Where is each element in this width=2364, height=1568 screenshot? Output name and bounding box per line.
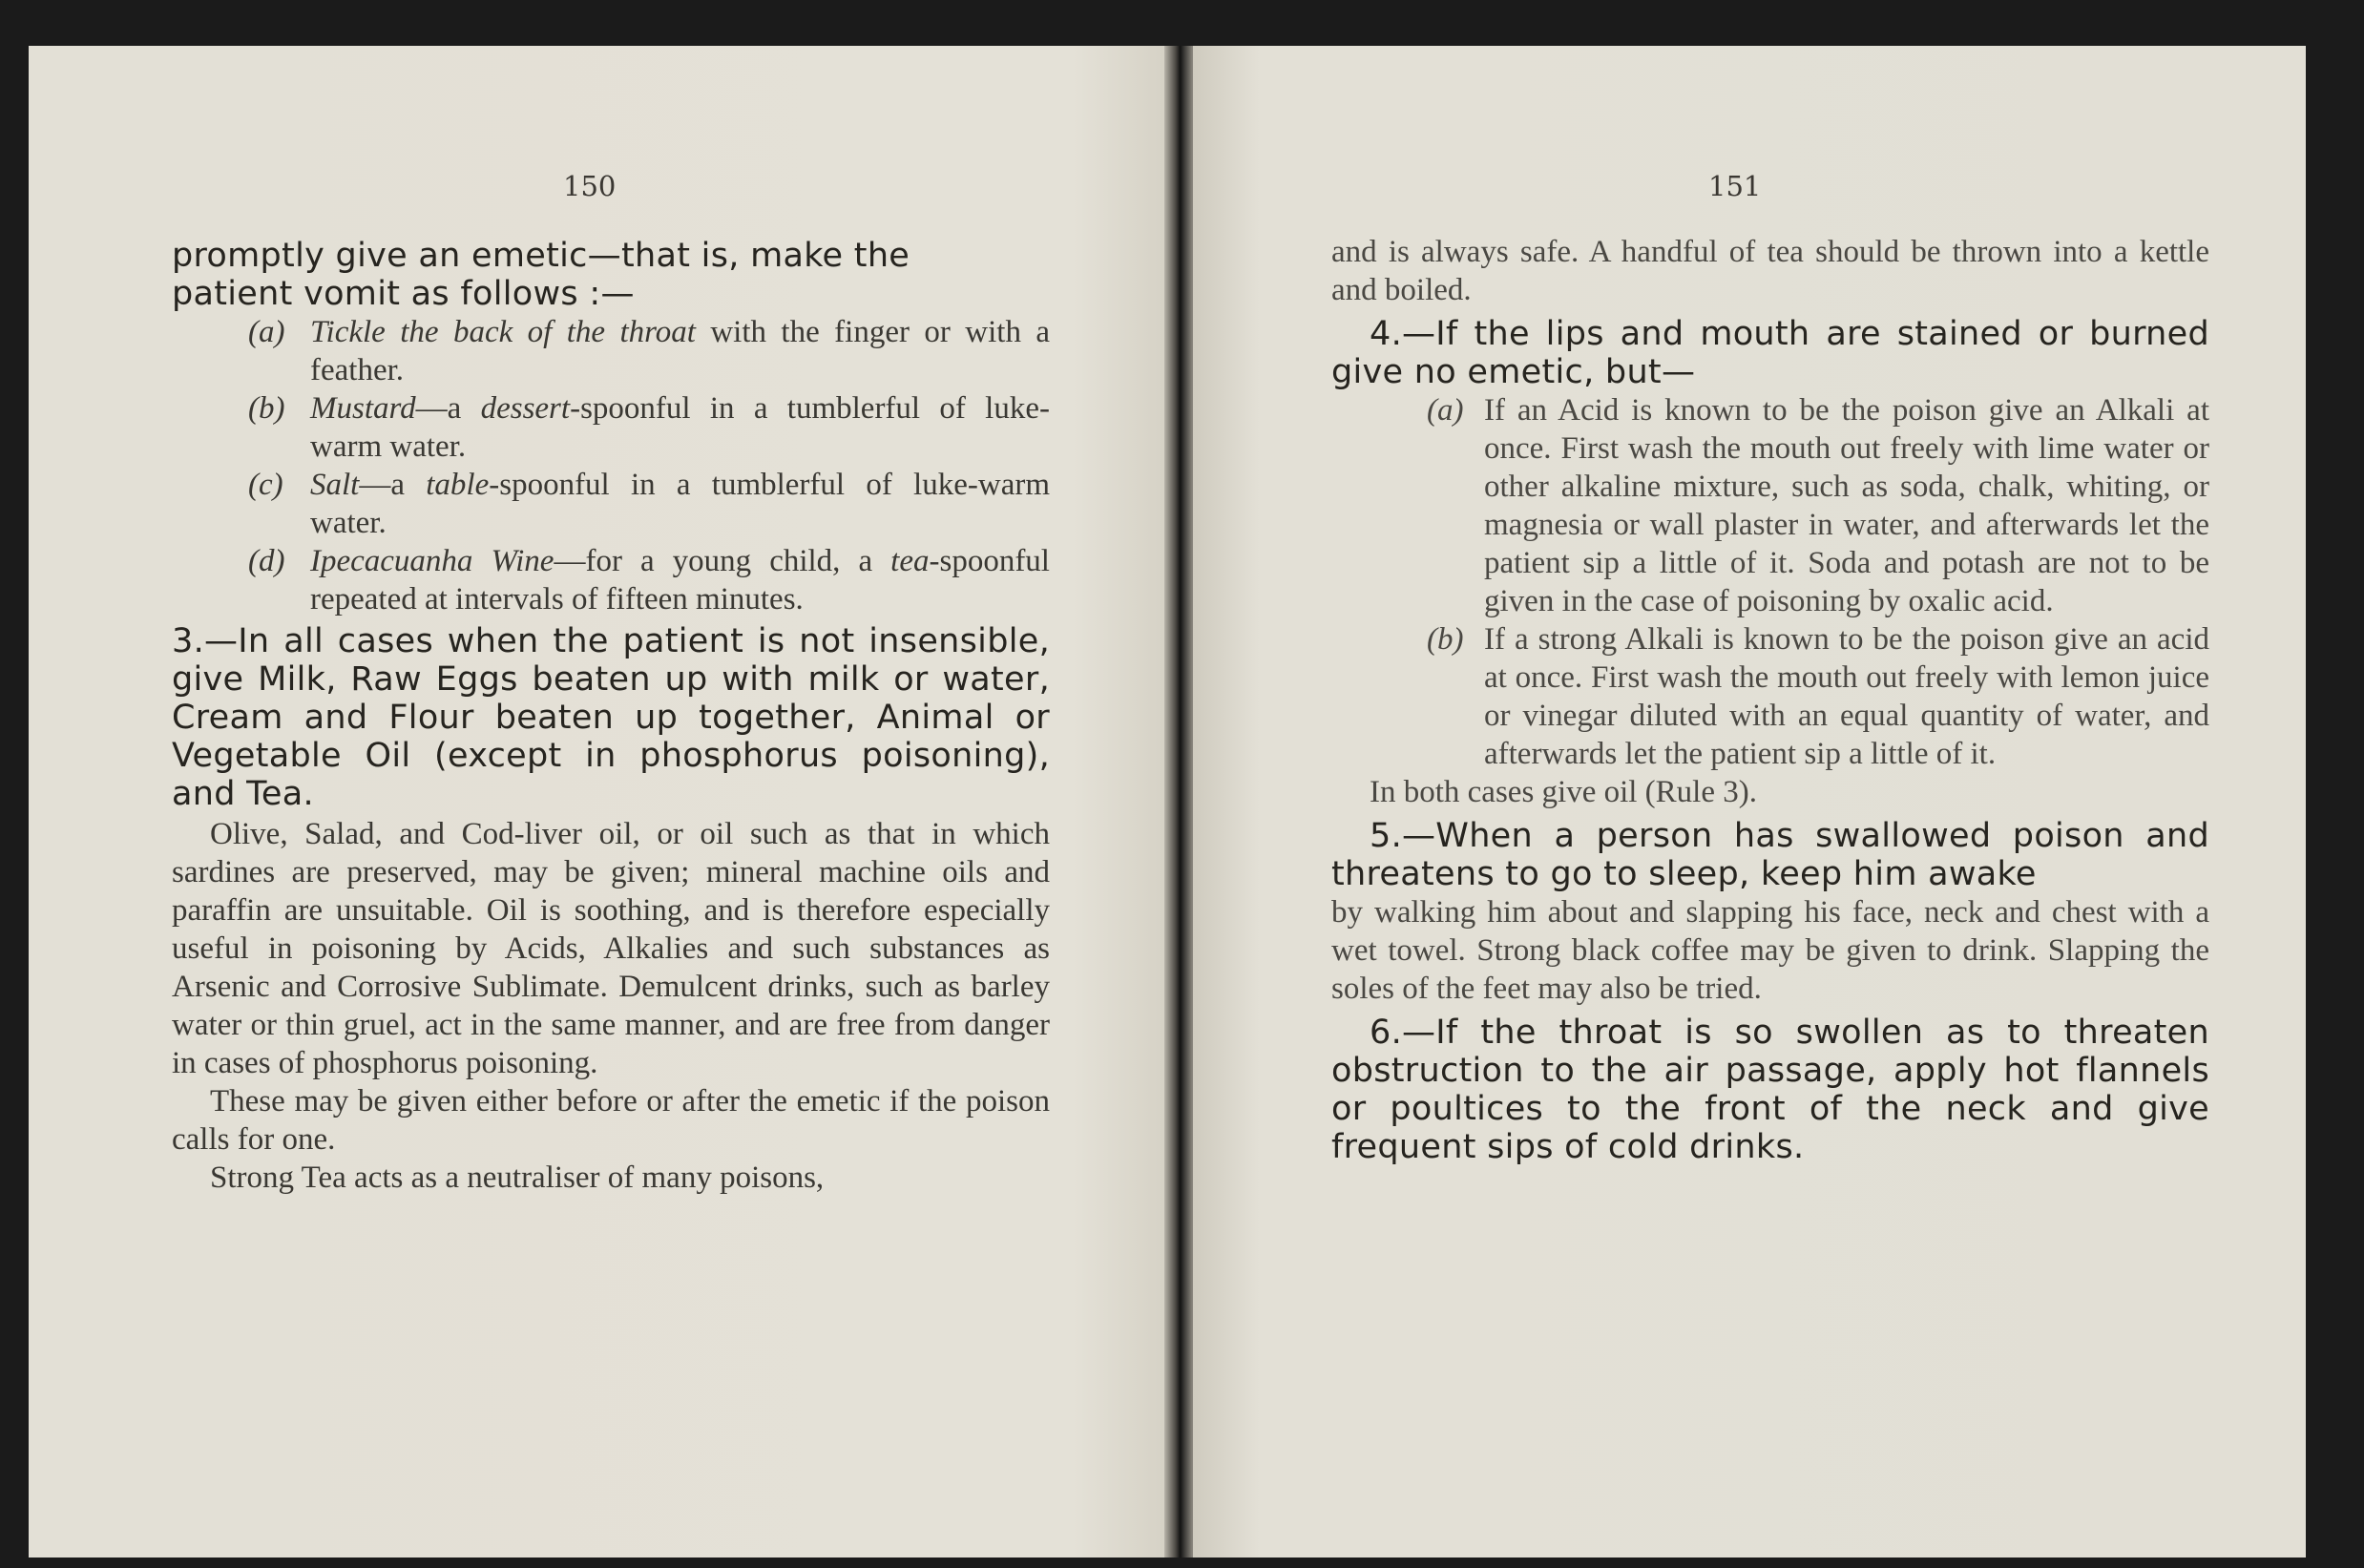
item-mark: (a) (248, 315, 285, 349)
item-mark: (a) (1427, 393, 1464, 428)
rule-4-heading: 4.—If the lips and mouth are stained or burned give no emetic, but— (1331, 315, 2209, 391)
book-spread (29, 46, 2306, 1558)
item-mark: (c) (248, 468, 283, 502)
item-emphasis: Ipecacuanha Wine (310, 544, 554, 578)
rule-6-heading: 6.—If the throat is so swollen as to threaten obstruction to the air passage, apply hot flannels or poultices to the front of the neck and give frequent sips of cold drinks. (1331, 1014, 2209, 1166)
rule-5-heading: 5.—When a person has swallowed poison and threatens to go to sleep, keep him awake (1331, 817, 2209, 893)
item-emphasis: Tickle the back of the throat (310, 315, 696, 349)
item-mark: (b) (1427, 622, 1464, 657)
oil-paragraph: Olive, Salad, and Cod-liver oil, or oil such as that in which sardines are preserved, may be given; mineral machine oils and paraffin are unsuitable. Oil is soothing, and is therefore especially useful in poisoning by Acids, Alkalies and such substances as Arsenic and Corrosive Sublimate. Demulcent drinks, such as barley water or thin gruel, act in the same manner, and are free from danger in cases of phosphorus poisoning. (172, 817, 1050, 1080)
item-mark: (d) (248, 544, 285, 578)
these-paragraph: These may be given either before or after the emetic if the poison calls for one. (172, 1084, 1050, 1157)
intro-line-1: promptly give an emetic—that is, make the (172, 237, 910, 275)
emetic-item-b (172, 389, 1050, 466)
page-number-left: 150 (563, 170, 617, 202)
emetic-item-d (172, 542, 1050, 618)
right-page-text (1331, 233, 2209, 1166)
item-dash: —a (359, 468, 427, 502)
item-mark: (b) (248, 391, 285, 426)
item-text: If a strong Alkali is known to be the poison give an acid at once. First wash the mouth out freely with lemon juice or vinegar diluted with an equal quantity of water, and afterwards let the patient sip a little of it. (1484, 622, 2209, 771)
item-text: If an Acid is known to be the poison give an Alkali at once. First wash the mouth out freely with lime water or other alkaline mixture, such as soda, chalk, whiting, or magnesia or wall plaster in water, and afterwards let the patient sip a little of it. Soda and potash are not to be given in the case of poisoning by oxalic acid. (1484, 393, 2209, 618)
item-emphasis: Mustard (310, 391, 416, 426)
item-dash: —for a young child, a (554, 544, 891, 578)
rule-3-heading: 3.—In all cases when the patient is not insensible, give Milk, Raw Eggs beaten up with milk or water, Cream and Flour beaten up together, Animal or Vegetable Oil (except in phosphorus poisoning), and Tea. (172, 622, 1050, 813)
item-text: -spoonful in a tumblerful of luke-warm water. (310, 391, 1050, 464)
left-page-text (172, 237, 1050, 1197)
tea-paragraph: Strong Tea acts as a neutraliser of many poisons, (210, 1160, 825, 1195)
right-page (1193, 46, 2306, 1558)
page-number-right: 151 (1708, 170, 1762, 202)
intro-line-2: patient vomit as follows :— (172, 275, 635, 313)
item-emphasis: Salt (310, 468, 360, 502)
both-cases-line: In both cases give oil (Rule 3). (1370, 775, 1757, 809)
item-text: -spoonful in a tumblerful of luke-warm water. (310, 468, 1050, 540)
emetic-item-a (172, 313, 1050, 389)
rule-4-item-a (1331, 391, 2209, 620)
rule-4-item-b (1331, 620, 2209, 773)
item-emphasis-2: tea (890, 544, 930, 578)
item-emphasis-2: dessert (480, 391, 571, 426)
emetic-item-c (172, 466, 1050, 542)
item-text: with the finger or with a feather. (310, 315, 1051, 387)
item-text: -spoonful repeated at intervals of fifteen minutes. (310, 544, 1050, 617)
book-gutter (1164, 46, 1193, 1558)
item-dash: —a (415, 391, 481, 426)
rule-5-paragraph: by walking him about and slapping his face, neck and chest with a wet towel. Strong black coffee may be given to drink. Slapping the soles of the feet may also be tried. (1331, 895, 2209, 1006)
continuation-paragraph: and is always safe. A handful of tea should be thrown into a kettle and boiled. (1331, 235, 2209, 307)
left-page (29, 46, 1164, 1558)
item-emphasis-2: table (426, 468, 490, 502)
